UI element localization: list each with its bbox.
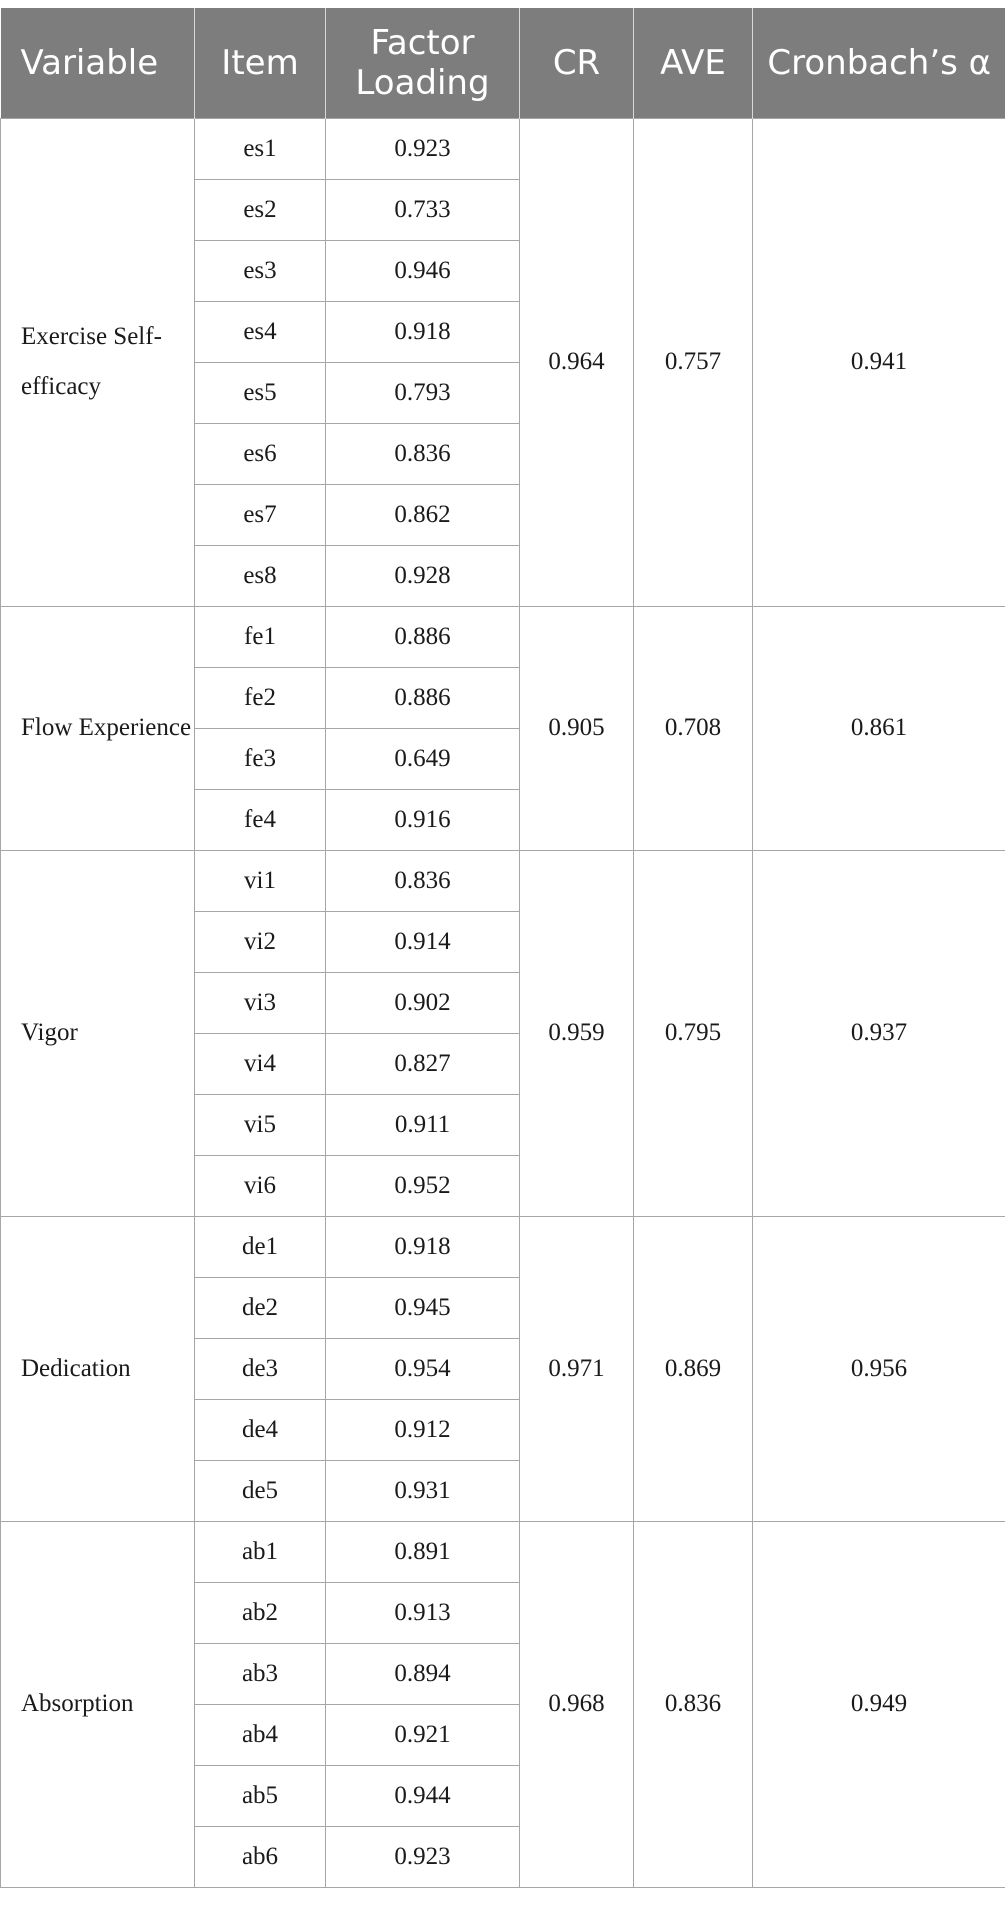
cr-cell: 0.905 (520, 606, 634, 850)
ave-cell: 0.757 (634, 118, 753, 606)
factor-loading-cell: 0.923 (326, 118, 520, 179)
factor-loading-cell: 0.891 (326, 1521, 520, 1582)
factor-loading-cell: 0.836 (326, 423, 520, 484)
table-row (1, 850, 1005, 911)
cronbach-alpha-cell: 0.949 (753, 1521, 1005, 1887)
item-cell: vi3 (195, 972, 326, 1033)
item-cell: es4 (195, 301, 326, 362)
cronbach-alpha-cell: 0.941 (753, 118, 1005, 606)
variable-cell: Dedication (1, 1216, 195, 1521)
table-row (1, 1521, 1005, 1582)
reliability-table-container (0, 8, 1005, 1888)
factor-loading-cell: 0.836 (326, 850, 520, 911)
item-cell: ab5 (195, 1765, 326, 1826)
item-cell: de1 (195, 1216, 326, 1277)
header-cronbach-alpha: Cronbach’s α (753, 8, 1005, 118)
item-cell: vi2 (195, 911, 326, 972)
cr-cell: 0.959 (520, 850, 634, 1216)
table-row (1, 118, 1005, 179)
cronbach-alpha-cell: 0.937 (753, 850, 1005, 1216)
item-cell: es1 (195, 118, 326, 179)
factor-loading-cell: 0.945 (326, 1277, 520, 1338)
factor-loading-cell: 0.944 (326, 1765, 520, 1826)
factor-loading-cell: 0.793 (326, 362, 520, 423)
item-cell: ab2 (195, 1582, 326, 1643)
factor-loading-cell: 0.886 (326, 606, 520, 667)
factor-loading-cell: 0.928 (326, 545, 520, 606)
factor-loading-cell: 0.733 (326, 179, 520, 240)
factor-loading-cell: 0.862 (326, 484, 520, 545)
item-cell: ab4 (195, 1704, 326, 1765)
variable-cell: Exercise Self-efficacy (1, 118, 195, 606)
factor-loading-cell: 0.886 (326, 667, 520, 728)
cr-cell: 0.971 (520, 1216, 634, 1521)
item-cell: vi1 (195, 850, 326, 911)
header-item: Item (195, 8, 326, 118)
factor-loading-cell: 0.931 (326, 1460, 520, 1521)
header-row (1, 8, 1005, 118)
factor-loading-cell: 0.902 (326, 972, 520, 1033)
variable-cell: Flow Experience (1, 606, 195, 850)
item-cell: ab1 (195, 1521, 326, 1582)
variable-cell: Vigor (1, 850, 195, 1216)
factor-loading-cell: 0.916 (326, 789, 520, 850)
item-cell: es6 (195, 423, 326, 484)
cr-cell: 0.968 (520, 1521, 634, 1887)
table-body (1, 118, 1005, 1887)
item-cell: es3 (195, 240, 326, 301)
item-cell: de5 (195, 1460, 326, 1521)
header-variable: Variable (1, 8, 195, 118)
item-cell: es8 (195, 545, 326, 606)
item-cell: vi4 (195, 1033, 326, 1094)
item-cell: es5 (195, 362, 326, 423)
item-cell: ab3 (195, 1643, 326, 1704)
item-cell: fe2 (195, 667, 326, 728)
ave-cell: 0.795 (634, 850, 753, 1216)
factor-loading-cell: 0.913 (326, 1582, 520, 1643)
cr-cell: 0.964 (520, 118, 634, 606)
item-cell: fe1 (195, 606, 326, 667)
item-cell: vi6 (195, 1155, 326, 1216)
item-cell: es7 (195, 484, 326, 545)
table-header (1, 8, 1005, 118)
ave-cell: 0.869 (634, 1216, 753, 1521)
header-ave: AVE (634, 8, 753, 118)
factor-loading-cell: 0.923 (326, 1826, 520, 1887)
item-cell: vi5 (195, 1094, 326, 1155)
factor-loading-cell: 0.918 (326, 301, 520, 362)
item-cell: de2 (195, 1277, 326, 1338)
cronbach-alpha-cell: 0.861 (753, 606, 1005, 850)
cronbach-alpha-cell: 0.956 (753, 1216, 1005, 1521)
table-row (1, 606, 1005, 667)
factor-loading-cell: 0.946 (326, 240, 520, 301)
reliability-validity-table (0, 8, 1005, 1888)
table-row (1, 1216, 1005, 1277)
factor-loading-cell: 0.912 (326, 1399, 520, 1460)
item-cell: fe3 (195, 728, 326, 789)
factor-loading-cell: 0.894 (326, 1643, 520, 1704)
factor-loading-cell: 0.914 (326, 911, 520, 972)
factor-loading-cell: 0.918 (326, 1216, 520, 1277)
factor-loading-cell: 0.921 (326, 1704, 520, 1765)
variable-cell: Absorption (1, 1521, 195, 1887)
factor-loading-cell: 0.911 (326, 1094, 520, 1155)
item-cell: es2 (195, 179, 326, 240)
ave-cell: 0.836 (634, 1521, 753, 1887)
item-cell: ab6 (195, 1826, 326, 1887)
header-cr: CR (520, 8, 634, 118)
factor-loading-cell: 0.649 (326, 728, 520, 789)
ave-cell: 0.708 (634, 606, 753, 850)
item-cell: fe4 (195, 789, 326, 850)
header-factor-loading: Factor Loading (326, 8, 520, 118)
factor-loading-cell: 0.952 (326, 1155, 520, 1216)
factor-loading-cell: 0.954 (326, 1338, 520, 1399)
item-cell: de4 (195, 1399, 326, 1460)
item-cell: de3 (195, 1338, 326, 1399)
factor-loading-cell: 0.827 (326, 1033, 520, 1094)
